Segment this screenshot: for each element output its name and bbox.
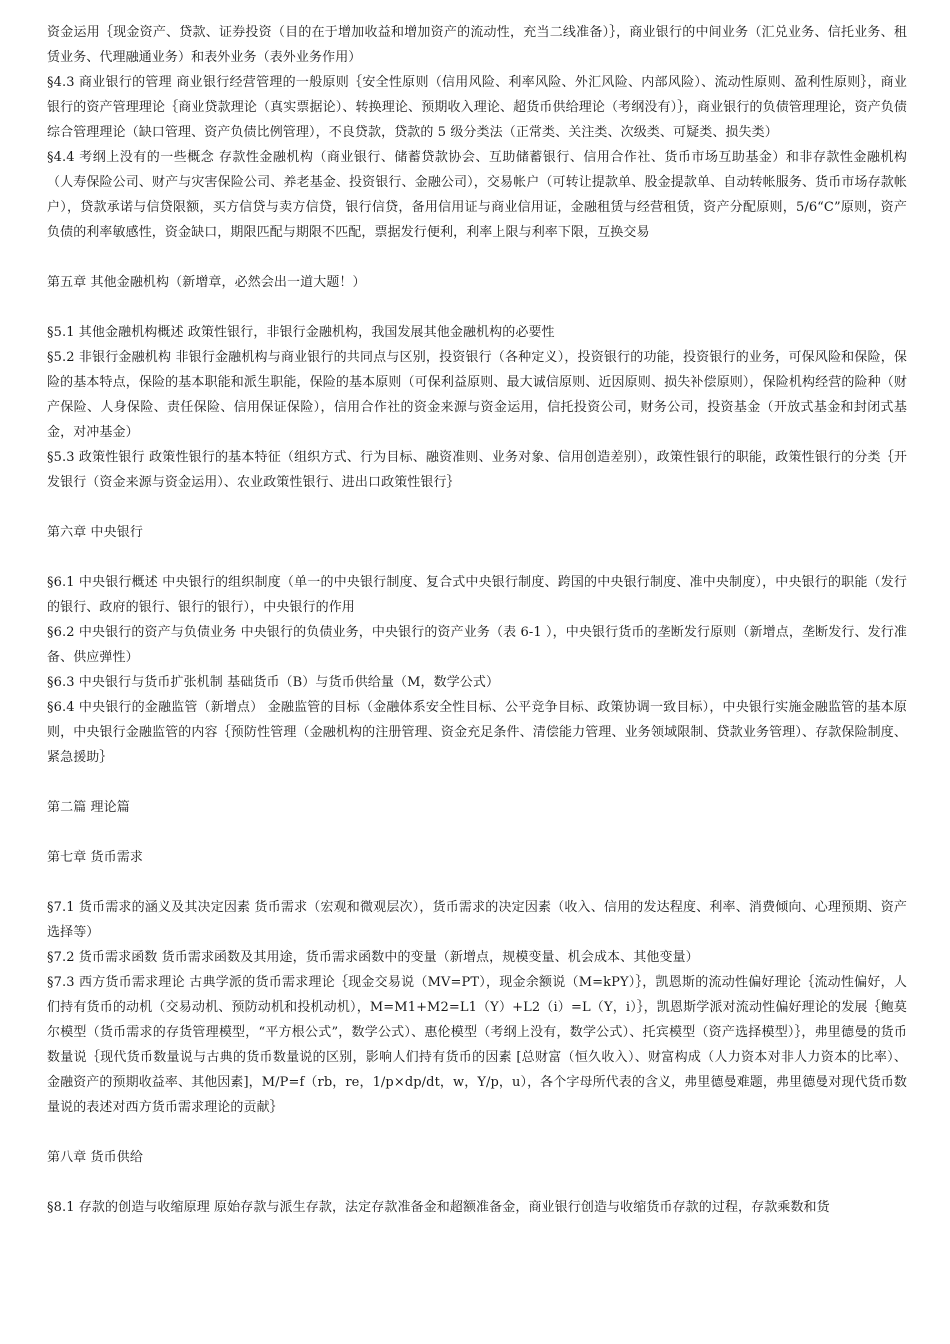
chapter-5-heading: 第五章 其他金融机构（新增章，必然会出一道大题！）: [47, 275, 366, 290]
paragraph-5-2: §5.2 非银行金融机构 非银行金融机构与商业银行的共同点与区别，投资银行（各种定义），投资银行的功能，投资银行的业务，可保风险和保险，保险的基本特点，保险的基本职能和派生职能，保险的基本原则（可保利益原则、最大诚信原则、近因原则、损失补偿原则），保险机构经营的险种（财产保险、人身保险、责任保险、信用保证保险），信用合作社的资金来源与资金运用，信托投资公司，财务公司，投资基金（开放式基金和封闭式基金，对冲基金）: [47, 350, 907, 440]
chapter-7-heading: 第七章 货币需求: [47, 850, 143, 865]
chapter-6-heading: 第六章 中央银行: [47, 525, 143, 540]
paragraph-4-3: §4.3 商业银行的管理 商业银行经营管理的一般原则｛安全性原则（信用风险、利率风险、外汇风险、内部风险）、流动性原则、盈利性原则｝，商业银行的资产管理理论｛商业贷款理论（真实票据论）、转换理论、预期收入理论、超货币供给理论（考纲没有）｝，商业银行的负债管理理论，资产负债综合管理理论（缺口管理、资产负债比例管理），不良贷款，贷款的 5 级分类法（正常类、关注类、次级类、可疑类、损失类）: [47, 75, 907, 140]
paragraph-funds-usage: 资金运用｛现金资产、贷款、证券投资（目的在于增加收益和增加资产的流动性，充当二线准备）｝，商业银行的中间业务（汇兑业务、信托业务、租赁业务、代理融通业务）和表外业务（表外业务作用）: [47, 25, 907, 65]
paragraph-7-1: §7.1 货币需求的涵义及其决定因素 货币需求（宏观和微观层次），货币需求的决定因素（收入、信用的发达程度、利率、消费倾向、心理预期、资产选择等）: [47, 900, 907, 940]
paragraph-4-4: §4.4 考纲上没有的一些概念 存款性金融机构（商业银行、储蓄贷款协会、互助储蓄银行、信用合作社、货币市场互助基金）和非存款性金融机构（人寿保险公司、财产与灾害保险公司、养老基金、投资银行、金融公司），交易帐户（可转让提款单、股金提款单、自动转帐服务、货币市场存款帐户），贷款承诺与信贷限额，买方信贷与卖方信贷，银行信贷，备用信用证与商业信用证，金融租赁与经营租赁，资产分配原则，5/6“C”原则，资产负债的利率敏感性，资金缺口，期限匹配与期限不匹配，票据发行便利，利率上限与利率下限，互换交易: [47, 150, 907, 240]
paragraph-7-2: §7.2 货币需求函数 货币需求函数及其用途，货币需求函数中的变量（新增点，规模变量、机会成本、其他变量）: [47, 950, 699, 965]
paragraph-6-1: §6.1 中央银行概述 中央银行的组织制度（单一的中央银行制度、复合式中央银行制度、跨国的中央银行制度、准中央制度），中央银行的职能（发行的银行、政府的银行、银行的银行），中央银行的作用: [47, 575, 907, 615]
paragraph-6-4: §6.4 中央银行的金融监管（新增点） 金融监管的目标（金融体系安全性目标、公平竞争目标、政策协调一致目标），中央银行实施金融监管的基本原则，中央银行金融监管的内容｛预防性管理（金融机构的注册管理、资金充足条件、清偿能力管理、业务领域限制、贷款业务管理）、存款保险制度、紧急援助｝: [47, 700, 907, 765]
paragraph-5-3: §5.3 政策性银行 政策性银行的基本特征（组织方式、行为目标、融资准则、业务对象、信用创造差别），政策性银行的职能，政策性银行的分类｛开发银行（资金来源与资金运用）、农业政策性银行、进出口政策性银行｝: [47, 450, 907, 490]
chapter-8-heading: 第八章 货币供给: [47, 1150, 143, 1165]
paragraph-8-1: §8.1 存款的创造与收缩原理 原始存款与派生存款，法定存款准备金和超额准备金，商业银行创造与收缩货币存款的过程，存款乘数和货: [47, 1200, 830, 1215]
document-page: [47, 20, 907, 1220]
paragraph-6-2: §6.2 中央银行的资产与负债业务 中央银行的负债业务，中央银行的资产业务（表 6-1 ），中央银行货币的垄断发行原则（新增点，垄断发行、发行准备、供应弹性）: [47, 625, 907, 665]
paragraph-7-3: §7.3 西方货币需求理论 古典学派的货币需求理论｛现金交易说（MV=PT），现金余额说（M=kPY）｝，凯恩斯的流动性偏好理论｛流动性偏好，人们持有货币的动机（交易动机、预防动机和投机动机），M=M1+M2=L1（Y）+L2（i）=L（Y，i）｝，凯恩斯学派对流动性偏好理论的发展｛鲍莫尔模型（货币需求的存货管理模型，“平方根公式”，数学公式）、惠伦模型（考纲上没有，数学公式）、托宾模型（资产选择模型）｝，弗里德曼的货币数量说｛现代货币数量说与古典的货币数量说的区别，影响人们持有货币的因素 [总财富（恒久收入）、财富构成（人力资本对非人力资本的比率）、金融资产的预期收益率、其他因素]，M/P=f（rb，re，1/p×dp/dt，w，Y/p，u），各个字母所代表的含义，弗里德曼难题，弗里德曼对现代货币数量说的表述对西方货币需求理论的贡献｝: [47, 975, 907, 1115]
part-2-heading: 第二篇 理论篇: [47, 800, 130, 815]
paragraph-6-3: §6.3 中央银行与货币扩张机制 基础货币（B）与货币供给量（M，数学公式）: [47, 675, 500, 690]
paragraph-5-1: §5.1 其他金融机构概述 政策性银行，非银行金融机构，我国发展其他金融机构的必要性: [47, 325, 555, 340]
